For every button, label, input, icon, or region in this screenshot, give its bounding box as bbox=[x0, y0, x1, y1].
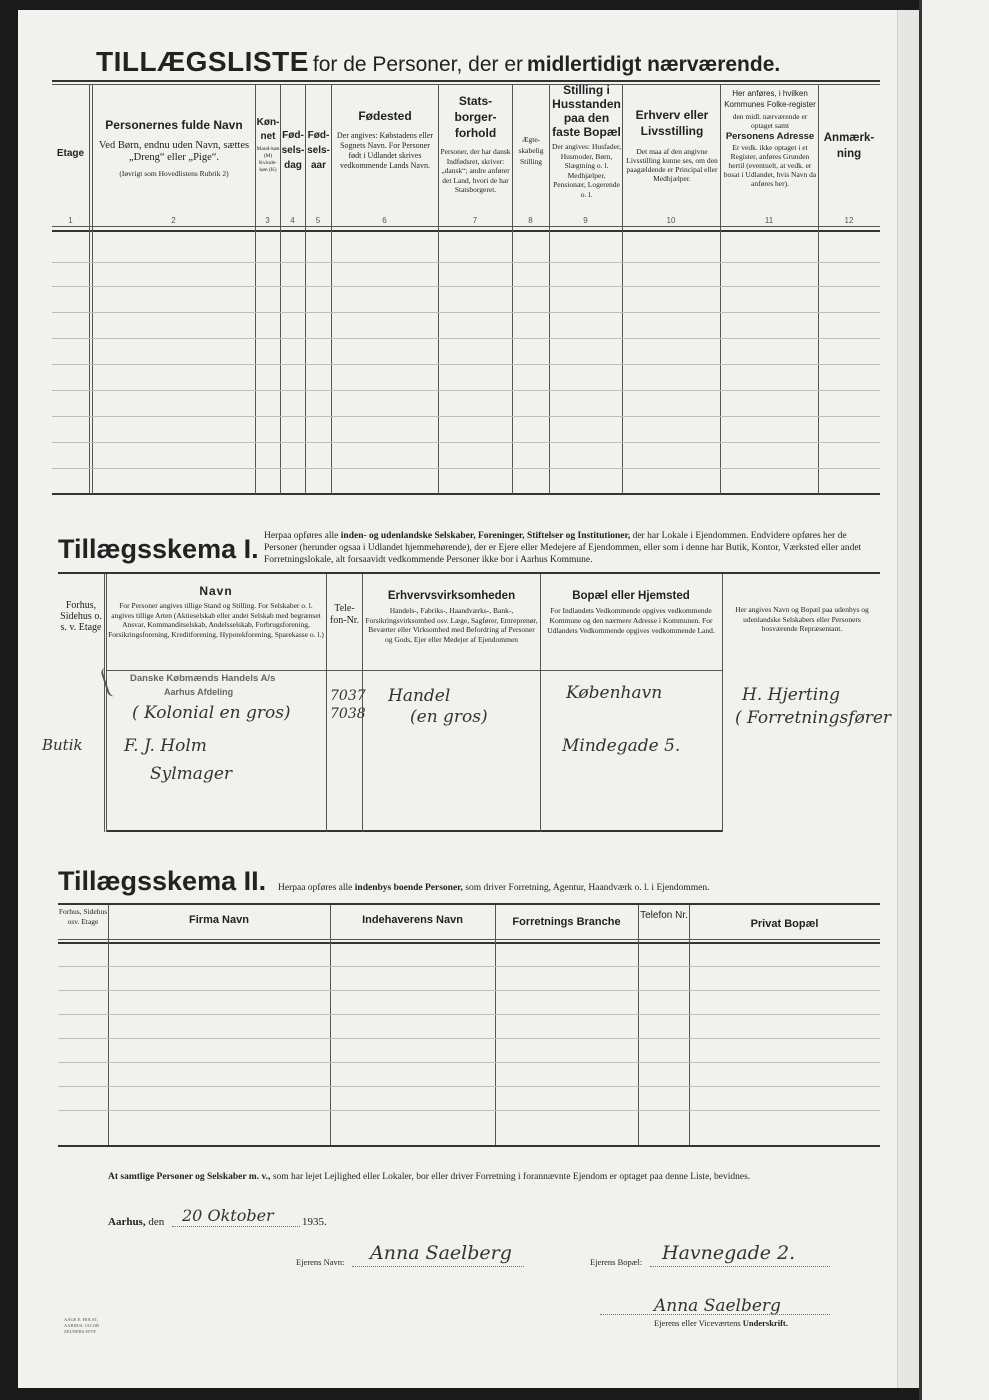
col-num-4: 4 bbox=[290, 216, 295, 225]
col-num-1: 1 bbox=[68, 216, 73, 225]
col-foedselsdag-header: Fød-sels-dag bbox=[281, 130, 305, 171]
entry-repr-2: ( Forretningsfører bbox=[735, 708, 892, 728]
skema1-col-repraesentant: Her angives Navn og Bopæl paa udenbys og udenlandske Selskabers eller Personers hosværende Repræsentant. bbox=[735, 605, 869, 633]
col-num-12: 12 bbox=[844, 216, 854, 225]
col-num-6: 6 bbox=[382, 216, 387, 225]
col-statsborger-header: Stats-borger-forhold Personer, der har dansk Indfødsret, skriver: „dansk“; andre anfører det Land, hvori de har Statsborgeret. bbox=[440, 94, 511, 194]
date-handwritten: 20 Oktober bbox=[182, 1206, 274, 1225]
skema1-intro bbox=[264, 530, 880, 566]
col-navn-desc2: (Iøvrigt som Hovedlistens Rubrik 2) bbox=[119, 169, 229, 178]
col-num-3: 3 bbox=[265, 216, 270, 225]
col-num-9: 9 bbox=[583, 216, 588, 225]
printer-imprint: AAGE E. HOLST, AARHUS. JACOB ZEUNERS EFTF. bbox=[64, 1317, 100, 1334]
col-folkeregister-header: Her anføres, i hvilken Kommunes Folke-register den midl. nærværende er optaget samt Personens Adresse Er vedk. ikke optaget i et Register, anføres Grunden hertil (eventuelt, at vedk. er bosat i Udlandet, hvis Navn da anføres her). bbox=[723, 89, 817, 188]
certification-statement bbox=[108, 1172, 880, 1182]
owner-signature: Anna Saelberg bbox=[654, 1296, 781, 1316]
company-stamp-1: Danske Købmænds Handels A/s bbox=[130, 673, 276, 684]
skema1-intro-3: Endvidere opføres her de Personer (herunder ogsaa i Udlandet hjemmehørende), der er Ejere eller Medejere af Ejendommen, eller som i denne har Butik, Kontor, Værksted eller andet Forretningslokale, alt forsaavidt vedkommende Personer ikke bor i Aarhus Kommune. bbox=[264, 531, 862, 565]
skema1-col-bopael: Bopæl eller Hjemsted For Indlandets Vedkommende opgives vedkommende Kommune og den nærmere Adresse i Kommunen. For Udlandets Vedkommende opgives vedkommende Land. bbox=[547, 590, 715, 635]
owner-address-handwritten: Havnegade 2. bbox=[662, 1242, 796, 1264]
col-num-5: 5 bbox=[315, 216, 321, 225]
col-num-2: 2 bbox=[171, 216, 176, 225]
skema1-intro-2: der har Lokale i Ejendommen. bbox=[632, 531, 749, 541]
col-num-10: 10 bbox=[666, 216, 676, 225]
place-label: Aarhus, bbox=[108, 1216, 146, 1228]
page-title bbox=[96, 46, 780, 78]
entry-navn-1: ( Kolonial en gros) bbox=[132, 703, 291, 723]
col-anmaerkning-header: Anmærk-ning bbox=[823, 132, 875, 160]
col-navn-desc: Ved Børn, endnu uden Navn, sættes „Dreng“ eller „Pige“. bbox=[98, 140, 250, 163]
col-foedested-header: Fødested Der angives: Købstadens eller Sognets Navn. For Personer født i Udlandet skrives vedkommende Lands Navn. bbox=[336, 109, 434, 170]
skema2-col-branche: Forretnings Branche bbox=[512, 916, 621, 928]
entry-repr-1: H. Hjerting bbox=[742, 685, 841, 705]
entry-telefon-1: 7037 bbox=[330, 688, 366, 704]
skema2-intro-bold: indenbys boende Personer, bbox=[354, 883, 463, 893]
skema2-title: Tillægsskema II. bbox=[58, 866, 267, 896]
skema1-col-navn: Navn For Personer angives tillige Stand og Stilling. For Selskaber o. l. angives tillige Arten (Aktieselskab eller andet Selskab med begrænset Ansvar, Kommanditselskab, Andelsselskab, Forbrugsforening, Forsikringsforening, Kreditforening, Hypotekforening, Sparekasse o. l.) bbox=[108, 584, 324, 639]
den-label: den bbox=[148, 1216, 165, 1228]
skema1-intro-bold: inden- og udenlandske Selskaber, Foreninger, Stiftelser og Institutioner, bbox=[340, 531, 631, 541]
year-label: 1935. bbox=[302, 1216, 327, 1228]
entry-telefon-2: 7038 bbox=[330, 706, 366, 722]
entry-navn-2b: Sylmager bbox=[150, 764, 233, 784]
skema2-col-telefon: Telefon Nr. bbox=[640, 910, 688, 921]
entry-erhverv-1: Handel bbox=[388, 686, 451, 706]
skema1-col-etage: Forhus, Sidehus o. s. v. Etage bbox=[60, 600, 102, 633]
company-stamp-2: Aarhus Afdeling bbox=[164, 687, 234, 697]
skema2-intro-2: som driver Forretning, Agentur, Haandværk o. l. i Ejendommen. bbox=[465, 883, 710, 893]
entry-bopael-2: Mindegade 5. bbox=[562, 736, 681, 756]
skema2-col-firma: Firma Navn bbox=[189, 914, 249, 926]
skema1-col-telefon: Tele-fon-Nr. bbox=[329, 603, 360, 626]
title-main: TILLÆGSLISTE bbox=[96, 46, 309, 77]
signature-label-bold: Underskrift. bbox=[742, 1318, 788, 1328]
skema1-col-erhverv: Erhvervsvirksomheden Handels-, Fabriks-, Haandværks-, Bank-, Forsikringsvirksomhed osv. Læge, Sagfører, Entreprenør, Beværter eller Virksomhed med Befordring af Personer og Gods, Ejer eller Medejer af Ejendommen bbox=[365, 590, 538, 644]
page-edge bbox=[897, 10, 920, 1388]
entry-etage-2: Butik bbox=[42, 736, 83, 754]
owner-address-label: Ejerens Bopæl: bbox=[590, 1257, 643, 1267]
signature-label bbox=[654, 1318, 788, 1328]
skema2-col-bopael: Privat Bopæl bbox=[750, 918, 819, 930]
entry-bopael-1: København bbox=[566, 683, 663, 703]
col-foedselsaar-header: Fød-sels-aar bbox=[307, 130, 330, 171]
col-num-8: 8 bbox=[528, 216, 533, 225]
col-aegteskab-header: Ægte-skabelig Stilling bbox=[518, 135, 544, 166]
title-mid: for de Personer, der er bbox=[312, 53, 524, 76]
col-husstand-header: Stilling i Husstanden paa den faste Bopæl Der angives: Husfader, Husmoder, Børn, Slægtning o. l. Medhjælper, Pensionær, Logerende o. l. bbox=[551, 83, 622, 199]
col-koen-header: Køn-net Mand-køn (M) Kvinde-køn (K) bbox=[256, 117, 280, 173]
skema2-col-indehaver: Indehaverens Navn bbox=[362, 914, 463, 926]
skema2-col-etage: Forhus, Sidehus osv. Etage bbox=[58, 907, 108, 926]
date-line bbox=[108, 1216, 164, 1228]
owner-name-handwritten: Anna Saelberg bbox=[370, 1242, 512, 1264]
statement-bold: At samtlige Personer og Selskaber m. v., bbox=[108, 1172, 271, 1182]
statement-rest: som har lejet Lejlighed eller Lokaler, bor eller driver Forretning i forannævnte Ejendom er optaget paa denne Liste, bevidnes. bbox=[272, 1172, 751, 1182]
title-emphasis: midlertidigt nærværende. bbox=[527, 53, 781, 76]
skema2-intro-1: Herpaa opføres alle bbox=[278, 883, 353, 893]
entry-navn-2a: F. J. Holm bbox=[124, 736, 207, 756]
col-num-11: 11 bbox=[764, 216, 774, 225]
col-erhverv-header: Erhverv eller Livsstilling Det maa af den angivne Livsstilling kunne ses, om den paagældende er Principal eller Medhjælper. bbox=[626, 108, 718, 183]
entry-erhverv-2: (en gros) bbox=[410, 707, 488, 727]
skema1-intro-1: Herpaa opføres alle bbox=[264, 531, 339, 541]
adjacent-page bbox=[919, 0, 989, 1400]
skema2-intro bbox=[278, 883, 709, 893]
col-num-7: 7 bbox=[472, 216, 478, 225]
col-navn-header: Personernes fulde Navn Ved Børn, endnu uden Navn, sættes „Dreng“ eller „Pige“. (Iøvrigt som Hovedlistens Rubrik 2) bbox=[94, 118, 254, 178]
signature-label-1: Ejerens eller Viceværtens bbox=[654, 1318, 741, 1328]
col-etage-header: Etage bbox=[56, 148, 85, 159]
skema1-title: Tillægsskema I. bbox=[58, 534, 259, 564]
owner-name-label: Ejerens Navn: bbox=[296, 1257, 345, 1267]
